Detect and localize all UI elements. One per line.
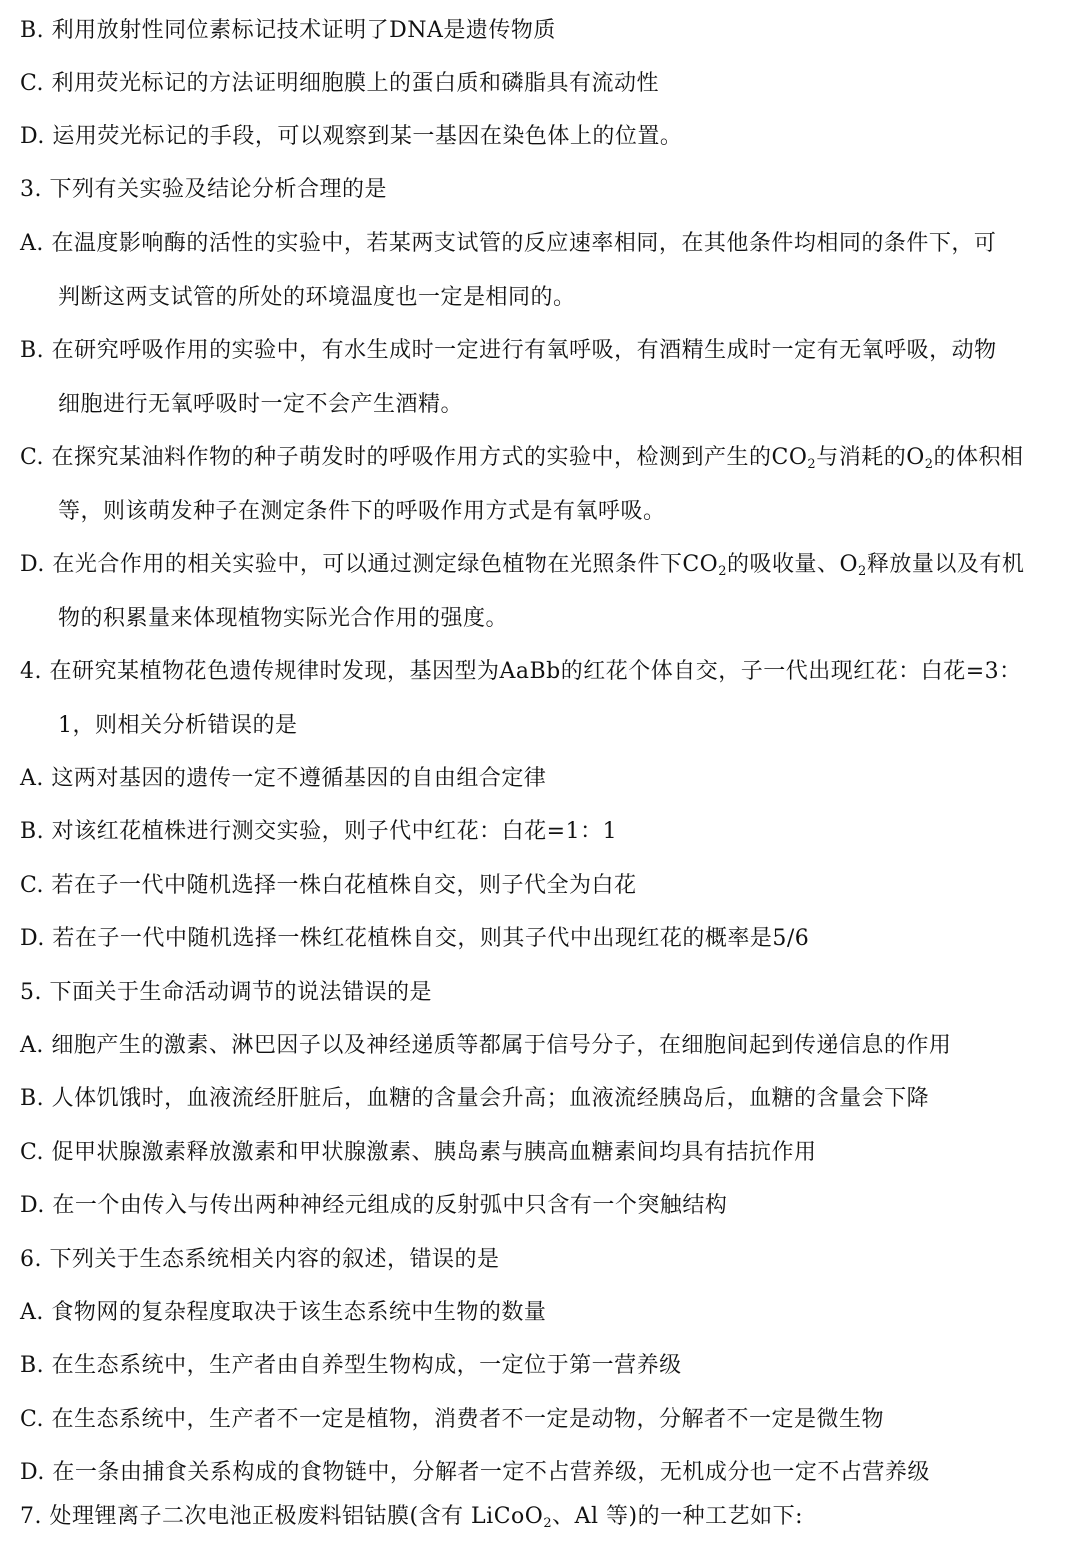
- q3-option-a-line1: A. 在温度影响酶的活性的实验中，若某两支试管的反应速率相同，在其他条件均相同的条件下，可: [20, 231, 997, 256]
- q2-option-c: C. 利用荧光标记的方法证明细胞膜上的蛋白质和磷脂具有流动性: [20, 71, 660, 96]
- q3-d-subscript-2: 2: [858, 564, 867, 579]
- q7-text-1: 7. 处理锂离子二次电池正极废料铝钴膜(含有 LiCoO: [20, 1504, 544, 1529]
- q4-option-c: C. 若在子一代中随机选择一株白花植株自交，则子代全为白花: [20, 873, 637, 898]
- q5-option-d: D. 在一个由传入与传出两种神经元组成的反射弧中只含有一个突触结构: [20, 1193, 728, 1218]
- q6-option-c: C. 在生态系统中，生产者不一定是植物，消费者不一定是动物，分解者不一定是微生物: [20, 1407, 885, 1432]
- q3-c-subscript-1: 2: [807, 457, 817, 472]
- q3-c-text-1: C. 在探究某油料作物的种子萌发时的呼吸作用方式的实验中，检测到产生的CO: [20, 445, 808, 470]
- q5-stem: 5. 下面关于生命活动调节的说法错误的是: [20, 980, 432, 1005]
- q3-d-text-3: 释放量以及有机: [866, 552, 1025, 577]
- q4-option-b: B. 对该红花植株进行测交实验，则子代中红花：白花=1：1: [20, 819, 618, 844]
- q4-stem-line1: 4. 在研究某植物花色遗传规律时发现，基因型为AaBb的红花个体自交，子一代出现红花：白花=3：: [20, 659, 1022, 684]
- q4-option-a: A. 这两对基因的遗传一定不遵循基因的自由组合定律: [20, 766, 547, 791]
- q3-d-text-1: D. 在光合作用的相关实验中，可以通过测定绿色植物在光照条件下CO: [20, 552, 719, 577]
- q3-d-subscript-1: 2: [718, 564, 727, 579]
- q2-option-b: B. 利用放射性同位素标记技术证明了DNA是遗传物质: [20, 18, 556, 43]
- q3-c-subscript-2: 2: [924, 457, 934, 472]
- q6-option-b: B. 在生态系统中，生产者由自养型生物构成，一定位于第一营养级: [20, 1353, 682, 1378]
- q7-stem: [20, 1502, 1070, 1532]
- q5-option-c: C. 促甲状腺激素释放激素和甲状腺激素、胰岛素与胰高血糖素间均具有拮抗作用: [20, 1140, 817, 1165]
- q3-option-c-line2: 等，则该萌发种子在测定条件下的呼吸作用方式是有氧呼吸。: [58, 499, 666, 524]
- q3-option-a-line2: 判断这两支试管的所处的环境温度也一定是相同的。: [58, 285, 576, 310]
- q7-text-2: 、Al 等)的一种工艺如下:: [552, 1504, 804, 1529]
- q4-stem-line2: 1，则相关分析错误的是: [58, 713, 298, 738]
- q7-subscript: 2: [543, 1516, 553, 1531]
- q5-option-b: B. 人体饥饿时，血液流经肝脏后，血糖的含量会升高；血液流经胰岛后，血糖的含量会下降: [20, 1086, 930, 1111]
- q5-option-a: A. 细胞产生的激素、淋巴因子以及神经递质等都属于信号分子，在细胞间起到传递信息的作用: [20, 1033, 952, 1058]
- q6-option-a: A. 食物网的复杂程度取决于该生态系统中生物的数量: [20, 1300, 547, 1325]
- q2-option-d: D. 运用荧光标记的手段，可以观察到某一基因在染色体上的位置。: [20, 124, 683, 149]
- q3-option-b-line2: 细胞进行无氧呼吸时一定不会产生酒精。: [58, 392, 464, 417]
- q4-option-d: D. 若在子一代中随机选择一株红花植株自交，则其子代中出现红花的概率是5/6: [20, 926, 810, 951]
- q6-stem: 6. 下列关于生态系统相关内容的叙述，错误的是: [20, 1247, 500, 1272]
- q3-c-text-3: 的体积相: [933, 445, 1024, 470]
- q3-stem: 3. 下列有关实验及结论分析合理的是: [20, 177, 387, 202]
- q6-option-d: D. 在一条由捕食关系构成的食物链中，分解者一定不占营养级，无机成分也一定不占营养级: [20, 1460, 930, 1485]
- q3-d-text-2: 的吸收量、O: [727, 552, 859, 577]
- q3-c-text-2: 与消耗的O: [816, 445, 925, 470]
- q3-option-c-line1: [20, 443, 1070, 473]
- q3-option-b-line1: B. 在研究呼吸作用的实验中，有水生成时一定进行有氧呼吸，有酒精生成时一定有无氧呼吸，动物: [20, 338, 997, 363]
- q3-option-d-line1: [20, 550, 1070, 580]
- q3-option-d-line2: 物的积累量来体现植物实际光合作用的强度。: [58, 606, 509, 631]
